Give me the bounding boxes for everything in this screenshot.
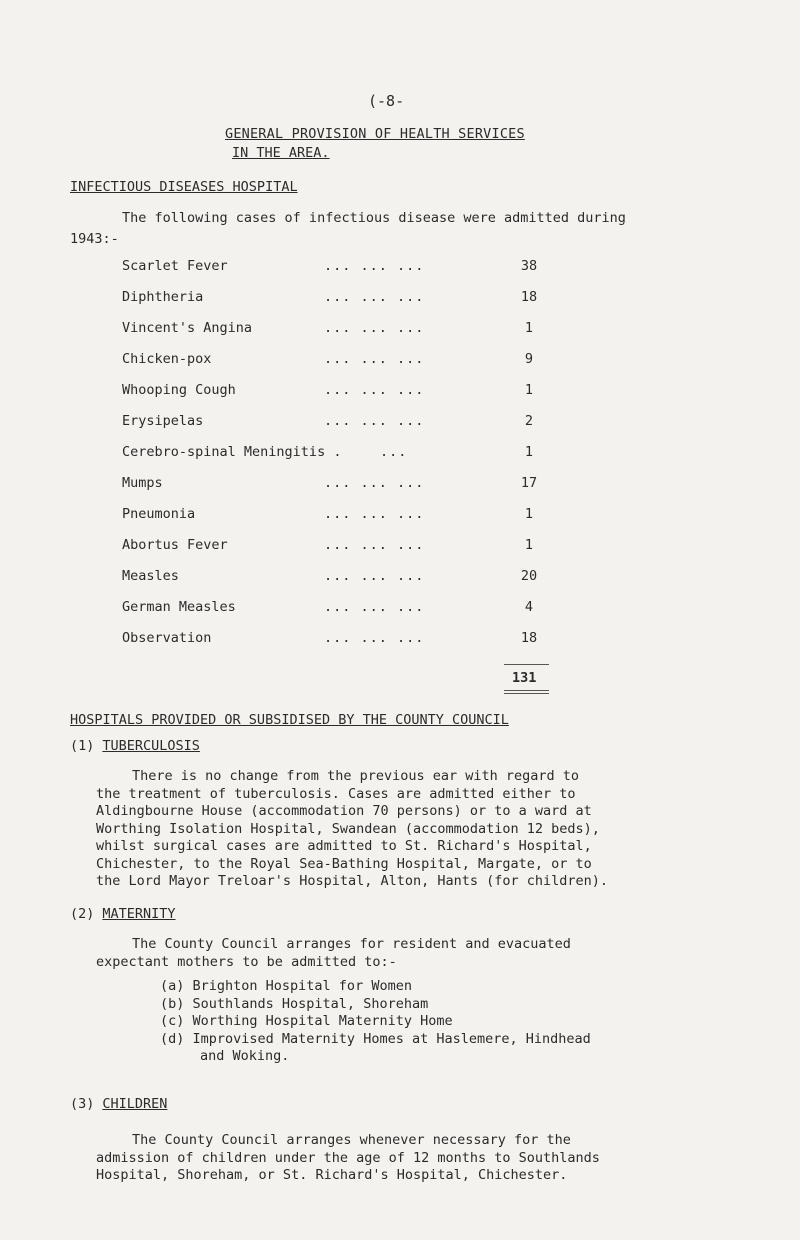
paragraph-line: There is no change from the previous ear with regard to [132, 768, 580, 784]
disease-name: Cerebro-spinal Meningitis . [122, 444, 342, 460]
leader-dots: ... ... ... [324, 630, 425, 646]
paragraph-line: expectant mothers to be admitted to:- [96, 953, 397, 970]
leader-dots: ... [380, 444, 408, 460]
paragraph-line: The County Council arranges whenever necessary for the [132, 1132, 571, 1148]
page-number: (-8- [368, 92, 405, 110]
leader-dots: ... ... ... [324, 289, 425, 305]
leader-dots: ... ... ... [324, 506, 425, 522]
paragraph-line: the treatment of tuberculosis. Cases are admitted either to [96, 785, 576, 802]
disease-name: Measles [122, 568, 179, 584]
paragraph-line: the Lord Mayor Treloar's Hospital, Alton, Hants (for children). [96, 873, 609, 889]
maternity-list [160, 978, 591, 1066]
children-number: (3) [70, 1096, 95, 1112]
paragraph-line: The County Council arranges for resident and evacuated [132, 936, 571, 952]
leader-dots: ... ... ... [324, 475, 425, 491]
case-count: 1 [524, 506, 534, 522]
list-item: (a) Brighton Hospital for Women [160, 978, 412, 994]
disease-name: Observation [122, 630, 212, 646]
leader-dots: ... ... ... [324, 320, 425, 336]
disease-name: Diphtheria [122, 289, 204, 305]
intro-text: The following cases of infectious disease were admitted during [122, 210, 626, 226]
case-count: 1 [524, 320, 534, 336]
maternity-heading [70, 906, 176, 922]
case-count: 18 [520, 289, 538, 305]
disease-name: Scarlet Fever [122, 258, 228, 274]
maternity-number: (2) [70, 906, 95, 922]
disease-name: German Measles [122, 599, 236, 615]
case-count: 2 [524, 413, 534, 429]
paragraph-line: Chichester, to the Royal Sea-Bathing Hospital, Margate, or to [96, 855, 592, 872]
tuberculosis-paragraph [96, 768, 756, 891]
case-count: 4 [524, 599, 534, 615]
leader-dots: ... ... ... [324, 568, 425, 584]
list-item: (d) Improvised Maternity Homes at Haslemere, Hindhead [160, 1030, 591, 1047]
maternity-paragraph [96, 936, 756, 971]
case-count: 1 [524, 382, 534, 398]
hospitals-heading: HOSPITALS PROVIDED OR SUBSIDISED BY THE COUNTY COUNCIL [70, 712, 509, 728]
list-item: (b) Southlands Hospital, Shoreham [160, 995, 429, 1012]
case-count: 9 [524, 351, 534, 367]
disease-name: Chicken-pox [122, 351, 212, 367]
paragraph-line: whilst surgical cases are admitted to St. Richard's Hospital, [96, 838, 592, 854]
tuberculosis-title: TUBERCULOSIS [102, 738, 200, 754]
leader-dots: ... ... ... [324, 599, 425, 615]
disease-name: Mumps [122, 475, 163, 491]
paragraph-line: admission of children under the age of 12 months to Southlands [96, 1149, 600, 1166]
paragraph-line: Aldingbourne House (accommodation 70 persons) or to a ward at [96, 803, 592, 819]
tuberculosis-heading [70, 738, 200, 754]
list-item: (c) Worthing Hospital Maternity Home [160, 1013, 453, 1029]
maternity-title: MATERNITY [102, 906, 176, 922]
leader-dots: ... ... ... [324, 537, 425, 553]
leader-dots: ... ... ... [324, 382, 425, 398]
leader-dots: ... ... ... [324, 413, 425, 429]
list-item-continuation: and Woking. [200, 1048, 290, 1064]
leader-dots: ... ... ... [324, 258, 425, 274]
disease-name: Whooping Cough [122, 382, 236, 398]
total-count: 131 [512, 670, 537, 686]
tuberculosis-number: (1) [70, 738, 95, 754]
leader-dots: ... ... ... [324, 351, 425, 367]
paragraph-line: Worthing Isolation Hospital, Swandean (accommodation 12 beds), [96, 820, 600, 837]
paragraph-line: Hospital, Shoreham, or St. Richard's Hospital, Chichester. [96, 1167, 568, 1183]
case-count: 17 [520, 475, 538, 491]
intro-year: 1943:- [70, 231, 119, 247]
total-rule-double-1 [504, 690, 549, 691]
page-subtitle: IN THE AREA. [232, 145, 330, 161]
case-count: 20 [520, 568, 538, 584]
disease-name: Abortus Fever [122, 537, 228, 553]
case-count: 1 [524, 444, 534, 460]
page-title: GENERAL PROVISION OF HEALTH SERVICES [225, 126, 525, 142]
case-count: 38 [520, 258, 538, 274]
children-paragraph [96, 1132, 756, 1185]
total-rule-double-2 [504, 693, 549, 694]
disease-name: Vincent's Angina [122, 320, 253, 336]
case-count: 1 [524, 537, 534, 553]
children-heading [70, 1096, 167, 1112]
children-title: CHILDREN [102, 1096, 168, 1112]
case-count: 18 [520, 630, 538, 646]
disease-name: Erysipelas [122, 413, 204, 429]
total-rule-top [504, 664, 549, 665]
disease-name: Pneumonia [122, 506, 196, 522]
section-heading: INFECTIOUS DISEASES HOSPITAL [70, 179, 298, 195]
